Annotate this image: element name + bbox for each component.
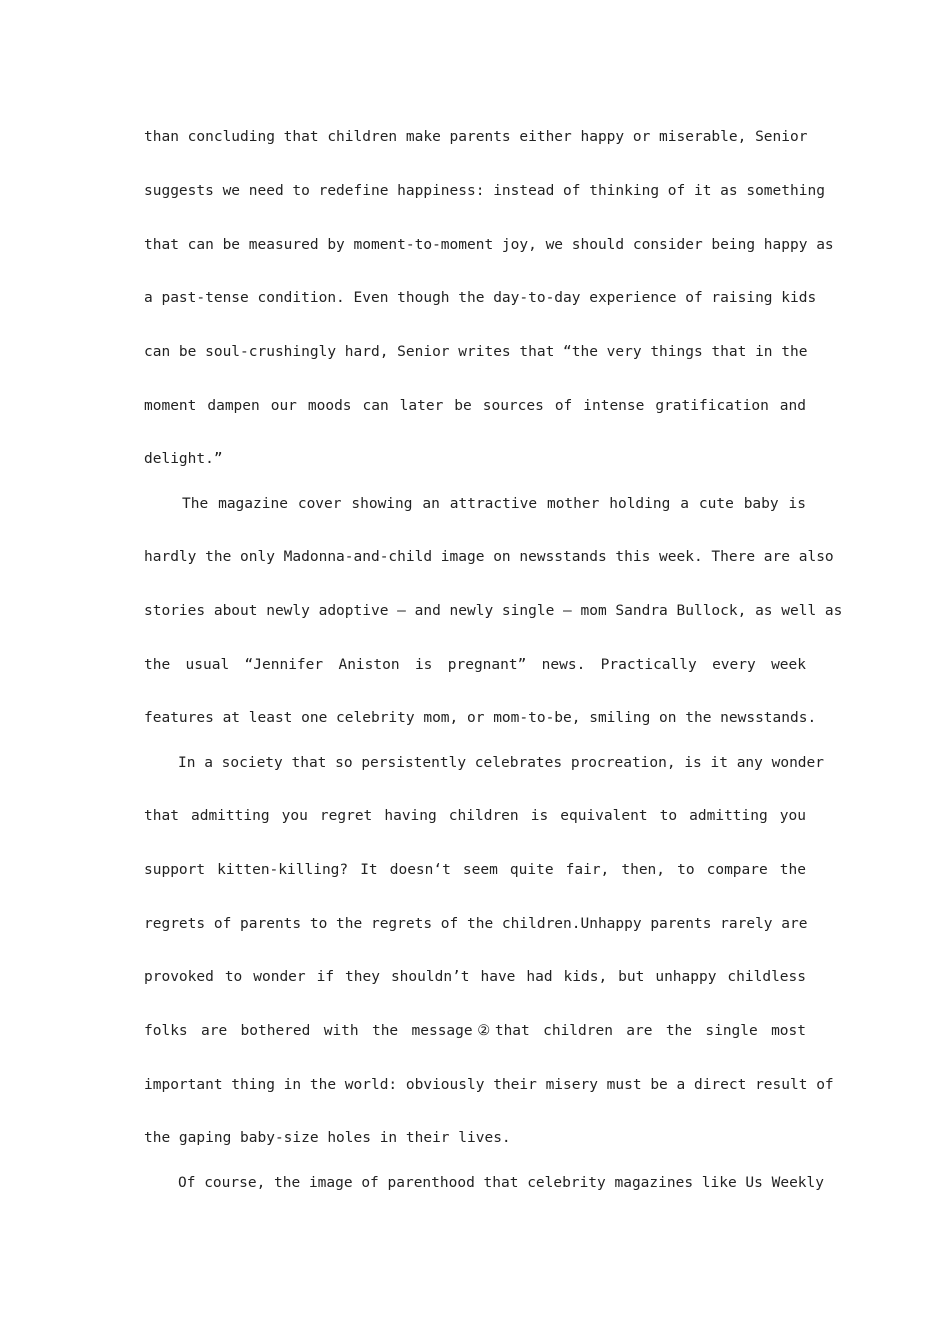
- text-line: provoked to wonder if they shouldn’t have had kids, but unhappy childless: [144, 969, 806, 985]
- text-line: features at least one celebrity mom, or mom-to-be, smiling on the newsstands.: [144, 710, 817, 726]
- text-line: than concluding that children make parents either happy or miserable, Senior: [144, 129, 808, 145]
- text-line: can be soul-crushingly hard, Senior writes that “the very things that in the: [144, 344, 808, 360]
- text-line: regrets of parents to the regrets of the children.Unhappy parents rarely are: [144, 916, 808, 932]
- text-line-indented: In a society that so persistently celebrates procreation, is it any wonder: [178, 755, 825, 771]
- text-line: delight.”: [144, 451, 223, 467]
- text-line-indented: Of course, the image of parenthood that celebrity magazines like Us Weekly: [178, 1175, 825, 1191]
- text-line: that admitting you regret having children is equivalent to admitting you: [144, 808, 806, 824]
- text-line: folks are bothered with the message②that children are the single most: [144, 1023, 806, 1039]
- text-line: a past-tense condition. Even though the day-to-day experience of raising kids: [144, 290, 817, 306]
- text-line: important thing in the world: obviously their misery must be a direct result of: [144, 1077, 834, 1093]
- text-line: hardly the only Madonna-and-child image on newsstands this week. There are also: [144, 549, 834, 565]
- text-line: stories about newly adoptive – and newly single – mom Sandra Bullock, as well as: [144, 603, 843, 619]
- text-line: suggests we need to redefine happiness: instead of thinking of it as something: [144, 183, 825, 199]
- text-line: moment dampen our moods can later be sources of intense gratification and: [144, 398, 806, 414]
- text-line: the gaping baby-size holes in their lives.: [144, 1130, 511, 1146]
- text-line: that can be measured by moment-to-moment joy, we should consider being happy as: [144, 237, 834, 253]
- text-line: support kitten-killing? It doesn‘t seem quite fair, then, to compare the: [144, 862, 806, 878]
- text-line: the usual “Jennifer Aniston is pregnant” news. Practically every week: [144, 657, 806, 673]
- text-line-indented: The magazine cover showing an attractive mother holding a cute baby is: [182, 496, 806, 512]
